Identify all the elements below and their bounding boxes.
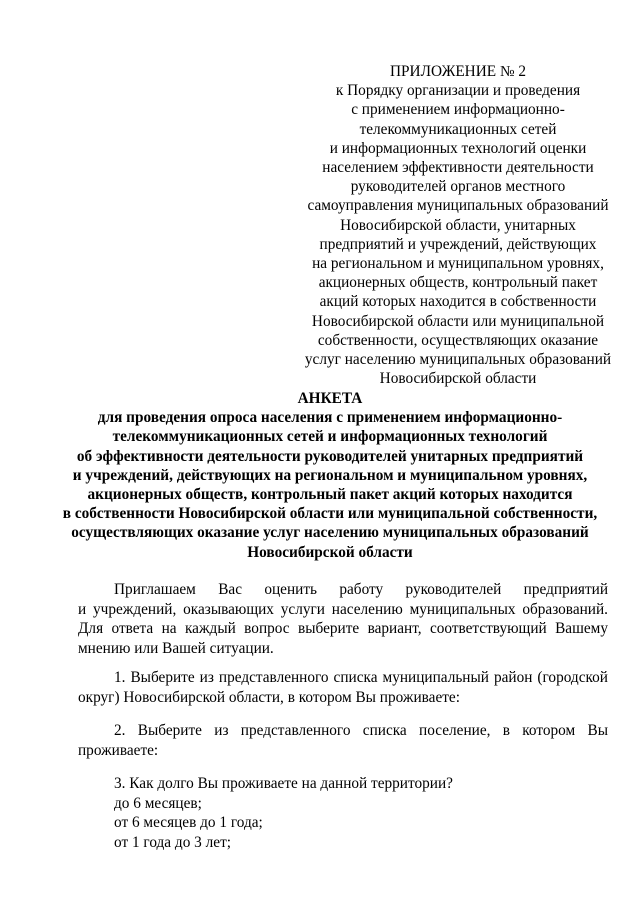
question-2-line: проживаете: bbox=[78, 741, 159, 759]
question-1 bbox=[78, 668, 608, 707]
appendix-line: акционерных обществ, контрольный пакет bbox=[318, 274, 598, 292]
appendix-line: самоуправления муниципальных образований bbox=[307, 197, 609, 215]
appendix-number: ПРИЛОЖЕНИЕ № 2 bbox=[389, 63, 527, 80]
survey-subtitle-line: акционерных обществ, контрольный пакет акций которых находится bbox=[87, 486, 573, 504]
survey-subtitle-line: об эффективности деятельности руководителей унитарных предприятий bbox=[76, 447, 584, 465]
intro-paragraph bbox=[78, 580, 608, 658]
appendix-line: собственности, осуществляющих оказание bbox=[317, 331, 599, 349]
survey-subtitle-line: Новосибирской области bbox=[247, 543, 413, 561]
question-1-line: 1. Выберите из представленного списка муниципальный район (городской bbox=[114, 669, 608, 686]
appendix-line: населением эффективности деятельности bbox=[322, 159, 594, 177]
survey-subtitle-line: осуществляющих оказание услуг населению муниципальных образований bbox=[71, 524, 589, 542]
answer-option: от 6 месяцев до 1 года; bbox=[114, 814, 263, 832]
appendix-line: акций которых находится в собственности bbox=[319, 293, 597, 311]
survey-heading: АНКЕТА bbox=[297, 390, 363, 407]
question-3 bbox=[78, 774, 608, 852]
question-3-text: 3. Как долго Вы проживаете на данной территории? bbox=[114, 775, 453, 792]
survey-subtitle-line: телекоммуникационных сетей и информационных технологий bbox=[112, 428, 548, 446]
intro-line: мнению или Вашей ситуации. bbox=[78, 639, 274, 657]
survey-subtitle-line: для проведения опроса населения с применением информационно- bbox=[97, 409, 563, 427]
question-2-line: 2. Выберите из представленного списка поселение, в котором Вы bbox=[114, 722, 608, 739]
appendix-line: Новосибирской области bbox=[379, 370, 537, 388]
answer-option: от 1 года до 3 лет; bbox=[114, 833, 232, 851]
question-1-line: округ) Новосибирской области, в котором Вы проживаете: bbox=[78, 688, 460, 706]
appendix-line: к Порядку организации и проведения bbox=[335, 82, 581, 100]
appendix-line: телекоммуникационных сетей bbox=[359, 120, 557, 138]
appendix-line: на региональном и муниципальном уровнях, bbox=[312, 255, 604, 273]
appendix-line: услуг населению муниципальных образований bbox=[304, 351, 612, 369]
survey-subtitle-line: и учреждений, действующих на региональном и муниципальном уровнях, bbox=[72, 466, 588, 484]
question-2 bbox=[78, 721, 608, 760]
intro-line: Для ответа на каждый вопрос выберите вариант, соответствующий Вашему bbox=[78, 620, 608, 638]
survey-title bbox=[60, 389, 600, 562]
intro-line: и учреждений, оказывающих услуги населению муниципальных образований. bbox=[78, 600, 608, 618]
appendix-line: предприятий и учреждений, действующих bbox=[319, 235, 597, 253]
appendix-line: Новосибирской области или муниципальной bbox=[311, 312, 605, 330]
appendix-line: руководителей органов местного bbox=[350, 178, 566, 196]
appendix-line: и информационных технологий оценки bbox=[329, 139, 587, 157]
intro-line: Приглашаем Вас оценить работу руководителей предприятий bbox=[114, 581, 608, 598]
answer-option: до 6 месяцев; bbox=[114, 794, 202, 812]
appendix-line: с применением информационно- bbox=[351, 101, 565, 119]
survey-subtitle-line: в собственности Новосибирской области или муниципальной собственности, bbox=[62, 505, 598, 523]
appendix-line: Новосибирской области, унитарных bbox=[340, 216, 576, 234]
appendix-header bbox=[300, 62, 616, 388]
